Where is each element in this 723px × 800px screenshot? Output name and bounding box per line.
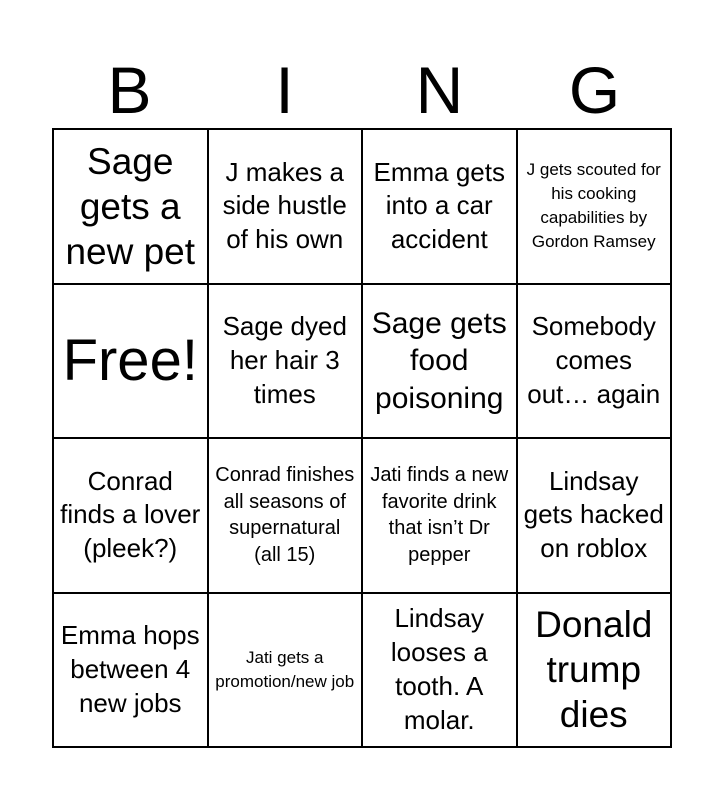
bingo-cell[interactable] xyxy=(209,594,364,749)
cell-text: Emma hops between 4 new jobs xyxy=(60,620,200,718)
bingo-cell[interactable] xyxy=(518,594,673,749)
bingo-cell[interactable] xyxy=(518,439,673,594)
cell-text: Lindsay looses a tooth. A molar. xyxy=(390,603,488,735)
bingo-cell[interactable] xyxy=(209,439,364,594)
cell-text: Conrad finishes all seasons of supernatural (all 15) xyxy=(215,464,355,566)
free-space[interactable] xyxy=(54,285,209,440)
cell-text: Donald trump dies xyxy=(535,604,653,736)
bingo-cell[interactable] xyxy=(363,285,518,440)
bingo-cell[interactable] xyxy=(363,594,518,749)
cell-text: Sage gets food poisoning xyxy=(371,306,507,415)
bingo-cell[interactable] xyxy=(518,130,673,285)
cell-text: J makes a side hustle of his own xyxy=(222,156,347,255)
bingo-cell[interactable] xyxy=(54,130,209,285)
cell-text: Jati gets a promotion/new job xyxy=(215,647,355,691)
cell-text: Conrad finds a lover (pleek?) xyxy=(60,465,201,564)
cell-text: Sage dyed her hair 3 times xyxy=(222,311,347,409)
cell-text: Jati finds a new favorite drink that isn’t Dr pepper xyxy=(370,464,509,566)
header-letter-g: G xyxy=(568,53,621,127)
cell-text: Sage gets a new pet xyxy=(65,140,196,272)
cell-text: Free! xyxy=(62,327,198,393)
bingo-cell[interactable] xyxy=(363,130,518,285)
bingo-cell[interactable] xyxy=(54,594,209,749)
bingo-cell[interactable] xyxy=(209,130,364,285)
header-letter-b: B xyxy=(107,53,152,127)
bingo-header xyxy=(52,52,672,128)
bingo-cell[interactable] xyxy=(363,439,518,594)
header-letter-n: N xyxy=(415,53,464,127)
bingo-board xyxy=(52,128,672,748)
cell-text: Lindsay gets hacked on roblox xyxy=(523,465,664,564)
cell-text: Emma gets into a car accident xyxy=(373,156,505,255)
cell-text: Somebody comes out… again xyxy=(527,311,661,409)
header-letter-i: I xyxy=(275,53,294,127)
cell-text: J gets scouted for his cooking capabilities by Gordon Ramsey xyxy=(526,160,661,252)
bingo-cell[interactable] xyxy=(518,285,673,440)
bingo-cell[interactable] xyxy=(54,439,209,594)
bingo-cell[interactable] xyxy=(209,285,364,440)
